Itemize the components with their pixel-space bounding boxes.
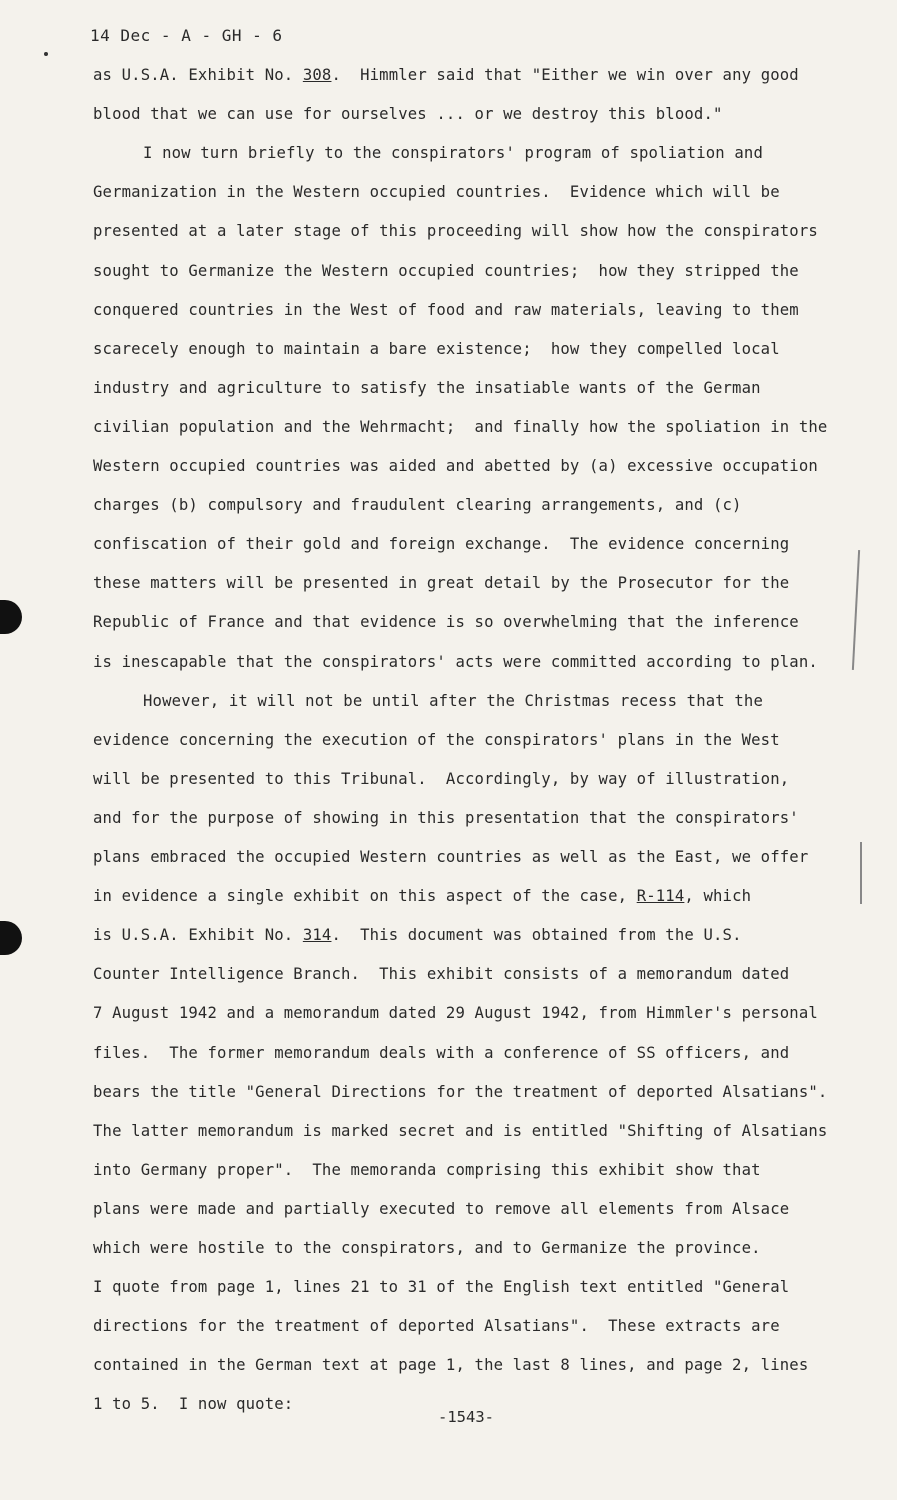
text-line xyxy=(93,457,897,475)
text-line xyxy=(93,574,897,592)
text-segment: evidence concerning the execution of the conspirators' plans in the West xyxy=(93,730,780,749)
text-segment: these matters will be presented in great detail by the Prosecutor for the xyxy=(93,574,790,593)
text-line xyxy=(93,1044,897,1062)
text-line xyxy=(93,965,897,983)
text-line xyxy=(93,1083,897,1101)
text-segment: scarecely enough to maintain a bare existence; how they compelled local xyxy=(93,339,780,358)
text-segment: I quote from page 1, lines 21 to 31 of the English text entitled "General xyxy=(93,1278,790,1297)
text-line xyxy=(93,1122,897,1140)
text-segment: I now turn briefly to the conspirators' program of spoliation and xyxy=(143,144,763,163)
text-segment: directions for the treatment of deported Alsatians". These extracts are xyxy=(93,1317,780,1336)
text-segment: in evidence a single exhibit on this aspect of the case, xyxy=(93,887,637,906)
text-segment: industry and agriculture to satisfy the insatiable wants of the German xyxy=(93,378,761,397)
text-line xyxy=(93,262,897,280)
text-segment: civilian population and the Wehrmacht; and finally how the spoliation in the xyxy=(93,417,828,436)
text-line xyxy=(93,887,897,905)
text-line xyxy=(93,1239,897,1257)
punch-hole-bottom xyxy=(0,921,22,955)
text-line xyxy=(93,848,897,866)
text-segment: files. The former memorandum deals with a conference of SS officers, and xyxy=(93,1043,790,1062)
text-line xyxy=(93,613,897,631)
text-segment: into Germany proper". The memoranda comprising this exhibit show that xyxy=(93,1160,761,1179)
text-line xyxy=(93,496,897,514)
text-segment: 7 August 1942 and a memorandum dated 29 August 1942, from Himmler's personal xyxy=(93,1004,818,1023)
text-line xyxy=(93,1200,897,1218)
text-line xyxy=(93,1356,897,1374)
text-line xyxy=(93,66,897,84)
margin-line-mark xyxy=(860,842,862,904)
text-line xyxy=(93,1278,897,1296)
text-segment: is inescapable that the conspirators' acts were committed according to plan. xyxy=(93,652,818,671)
text-segment: charges (b) compulsory and fraudulent clearing arrangements, and (c) xyxy=(93,496,742,515)
text-line xyxy=(93,301,897,319)
text-line xyxy=(93,222,897,240)
text-segment: plans were made and partially executed to remove all elements from Alsace xyxy=(93,1199,790,1218)
text-line xyxy=(93,379,897,397)
text-line xyxy=(143,692,897,710)
page-number: -1543- xyxy=(438,1408,494,1426)
text-segment: sought to Germanize the Western occupied countries; how they stripped the xyxy=(93,261,799,280)
text-segment: is U.S.A. Exhibit No. xyxy=(93,926,303,945)
punch-hole-top xyxy=(0,600,22,634)
text-line xyxy=(93,105,897,123)
underlined-reference: 308 xyxy=(302,66,332,84)
text-line xyxy=(93,770,897,788)
text-line xyxy=(93,1004,897,1022)
text-segment: and for the purpose of showing in this presentation that the conspirators' xyxy=(93,808,799,827)
text-segment: Germanization in the Western occupied countries. Evidence which will be xyxy=(93,183,780,202)
text-line xyxy=(93,535,897,553)
underlined-reference: 314 xyxy=(302,926,332,945)
text-segment: as U.S.A. Exhibit No. xyxy=(93,66,303,84)
text-segment: Republic of France and that evidence is so overwhelming that the inference xyxy=(93,613,799,632)
text-line xyxy=(93,653,897,671)
underlined-reference: R-114 xyxy=(636,887,685,906)
text-segment: conquered countries in the West of food and raw materials, leaving to them xyxy=(93,300,799,319)
text-line xyxy=(93,926,897,944)
text-line xyxy=(93,731,897,749)
text-segment: , which xyxy=(684,887,752,906)
text-segment: blood that we can use for ourselves ... or we destroy this blood." xyxy=(93,105,723,124)
text-segment: . This document was obtained from the U.S. xyxy=(331,926,742,945)
text-segment: plans embraced the occupied Western countries as well as the East, we offer xyxy=(93,848,809,866)
text-line xyxy=(93,809,897,827)
text-segment: However, it will not be until after the Christmas recess that the xyxy=(143,691,763,710)
text-segment: 1 to 5. I now quote: xyxy=(93,1395,294,1414)
text-line xyxy=(93,1317,897,1335)
text-segment: presented at a later stage of this proceeding will show how the conspirators xyxy=(93,222,818,241)
text-segment: will be presented to this Tribunal. Accordingly, by way of illustration, xyxy=(93,769,790,788)
text-segment: bears the title "General Directions for the treatment of deported Alsatians". xyxy=(93,1082,828,1101)
text-line xyxy=(93,183,897,201)
text-segment: contained in the German text at page 1, the last 8 lines, and page 2, lines xyxy=(93,1356,809,1375)
text-line xyxy=(143,144,897,162)
text-segment: Western occupied countries was aided and abetted by (a) excessive occupation xyxy=(93,457,818,475)
text-segment: confiscation of their gold and foreign exchange. The evidence concerning xyxy=(93,535,790,554)
text-line xyxy=(93,1395,897,1413)
margin-dot xyxy=(44,52,48,56)
text-segment: . Himmler said that "Either we win over any good xyxy=(331,66,799,84)
text-segment: The latter memorandum is marked secret and is entitled "Shifting of Alsatians xyxy=(93,1121,828,1140)
text-line xyxy=(93,1161,897,1179)
text-line xyxy=(93,340,897,358)
text-line xyxy=(93,418,897,436)
page-header: 14 Dec - A - GH - 6 xyxy=(90,26,283,45)
text-segment: which were hostile to the conspirators, and to Germanize the province. xyxy=(93,1239,761,1257)
text-segment: Counter Intelligence Branch. This exhibit consists of a memorandum dated xyxy=(93,965,790,984)
